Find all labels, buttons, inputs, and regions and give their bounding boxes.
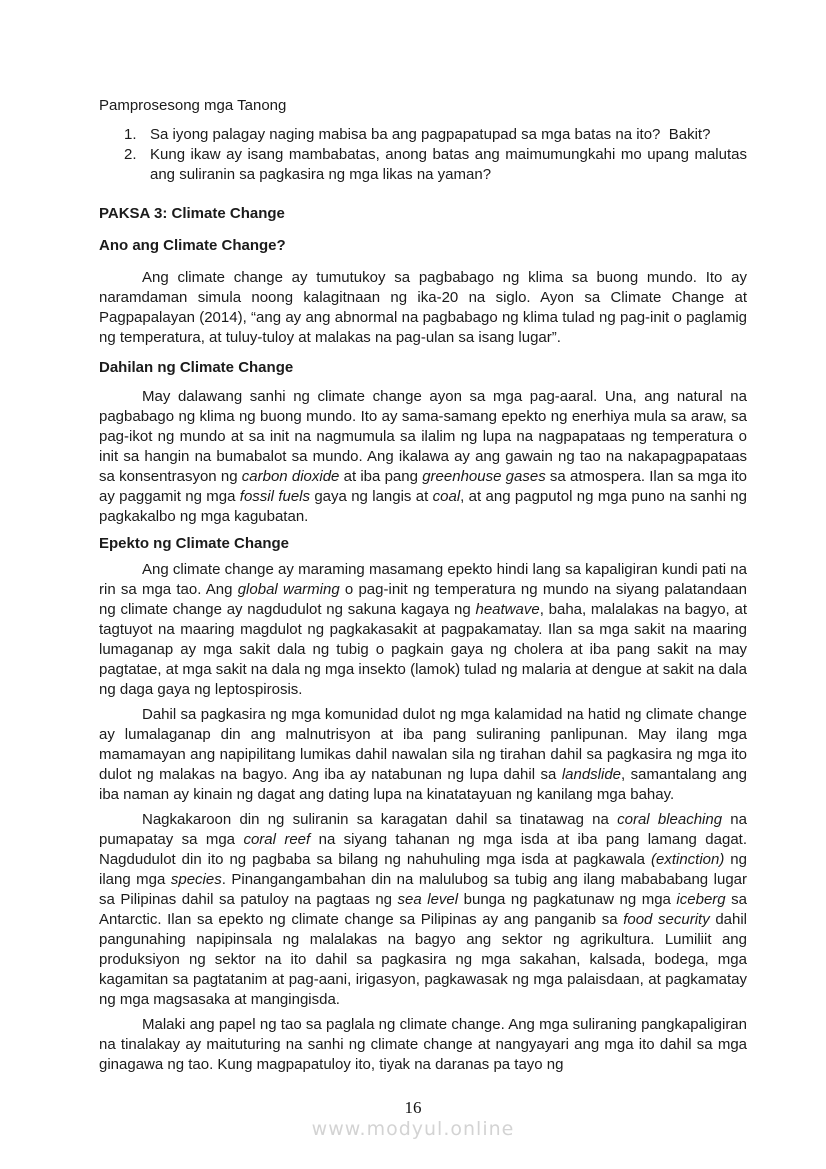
- paragraph-dahilan-1: May dalawang sanhi ng climate change ayon sa mga pag-aaral. Una, ang natural na pagbabago ng klima ng buong mundo. Ito ay sama-samang epekto ng enerhiya mula sa araw, sa pag-ikot ng mundo at sa init na nagmumula sa ilalim ng lupa na nagpapataas ng temperatura o init sa hangin na bumabalot sa mundo. Ang ikalawa ay ang gawain ng tao na nakapagpapataas sa konsentrasyon ng carbon dioxide at iba pang greenhouse gases sa atmospera. Ilan sa mga ito ay paggamit ng mga fossil fuels gaya ng langis at coal, at ang pagputol ng mga puno na sanhi ng pagkakalbo ng mga kagubatan.: [99, 388, 747, 525]
- process-questions-list: [99, 125, 747, 185]
- page-content: [99, 96, 747, 1075]
- paragraph-ano-1: Ang climate change ay tumutukoy sa pagbabago ng klima sa buong mundo. Ito ay naramdaman simula noong kalagitnaan ng ika-20 na siglo. Ayon sa Climate Change at Pagpapalayan (2014), “ang ay ang abnormal na pagbabago ng klima tulad ng pag-init o paglamig ng temperatura, at tuluy-tuloy at malakas na pag-ulan sa isang lugar”.: [99, 269, 747, 346]
- process-questions-heading: Pamprosesong mga Tanong: [99, 97, 287, 114]
- question-number: 1.: [124, 126, 137, 143]
- question-text: Sa iyong palagay naging mabisa ba ang pagpapatupad sa mga batas na ito? Bakit?: [150, 126, 711, 143]
- page-number: 16: [404, 1098, 422, 1117]
- section-heading-ano: Ano ang Climate Change?: [99, 237, 286, 254]
- paragraph-epekto-1: Ang climate change ay maraming masamang epekto hindi lang sa kapaligiran kundi pati na rin sa mga tao. Ang global warming o pag-init ng temperatura ng mundo na siyang palatandaan ng climate change ay nagdudulot ng sakuna kagaya ng heatwave, baha, malalakas na bagyo, at tagtuyot na maaring magdulot ng pagkakasakit at pagpakamatay. Ilan sa mga sakit na maaring lumaganap ay mga sakit dala ng tubig o pagkain gaya ng cholera at iba pang sakit na may pagtatae, at mga sakit na dala ng mga insekto (lamok) tulad ng malaria at dengue at sakit na dala ng daga gaya ng leptospirosis.: [99, 561, 747, 698]
- topic-heading: PAKSA 3: Climate Change: [99, 205, 285, 222]
- section-heading-epekto: Epekto ng Climate Change: [99, 535, 290, 552]
- paragraph-epekto-2: Dahil sa pagkasira ng mga komunidad dulot ng mga kalamidad na hatid ng climate change ay lumalaganap din ang malnutrisyon at iba pang suliraning panlipunan. May ilang mga mamamayan ang napipilitang lumikas dahil nawalan sila ng tirahan dahil sa pagkasira ng mga ito dulot ng malakas na bagyo. Ang iba ay natabunan ng lupa dahil sa landslide, samantalang ang iba naman ay kinain ng dagat ang dating lupa na kinatatayuan ng kanilang mga bahay.: [99, 706, 748, 803]
- question-text: Kung ikaw ay isang mambabatas, anong batas ang maimumungkahi mo upang malutas ang suliranin sa pagkasira ng mga likas na yaman?: [150, 146, 747, 183]
- question-number: 2.: [124, 146, 137, 163]
- paragraph-epekto-4: Malaki ang papel ng tao sa paglala ng climate change. Ang mga suliraning pangkapaligiran na tinalakay ay maituturing na sanhi ng climate change at nangyayari ang mga ito dahil sa mga ginagawa ng tao. Kung magpapatuloy ito, tiyak na daranas pa tayo ng: [99, 1016, 747, 1073]
- watermark: www.modyul.online: [311, 1118, 515, 1140]
- paragraph-epekto-3: Nagkakaroon din ng suliranin sa karagatan dahil sa tinatawag na coral bleaching na pumapatay sa mga coral reef na siyang tahanan ng mga isda at iba pang lamang dagat. Nagdudulot din ito ng pagbaba sa bilang ng nahuhuling mga isda at pagkawala (extinction) ng ilang mga species. Pinangangambahan din na malulubog sa tubig ang ilang mabababang lugar sa Pilipinas dahil sa patuloy na pagtaas ng sea level bunga ng pagkatunaw ng mga iceberg sa Antarctic. Ilan sa epekto ng climate change sa Pilipinas ay ang panganib sa food security dahil pangunahing napipinsala ng malalakas na bagyo ang sektor ng agrikultura. Lumiliit ang produksiyon ng sektor na ito dahil sa pagkasira ng mga sakahan, kalsada, bodega, mga kagamitan sa pagtatanim at pag-aani, irigasyon, pagkawasak ng mga palaisdaan, at pagkamatay ng mga magsasaka at mangingisda.: [99, 811, 748, 1008]
- question-item: [99, 125, 747, 145]
- question-item: [99, 145, 747, 185]
- section-heading-dahilan: Dahilan ng Climate Change: [99, 359, 294, 376]
